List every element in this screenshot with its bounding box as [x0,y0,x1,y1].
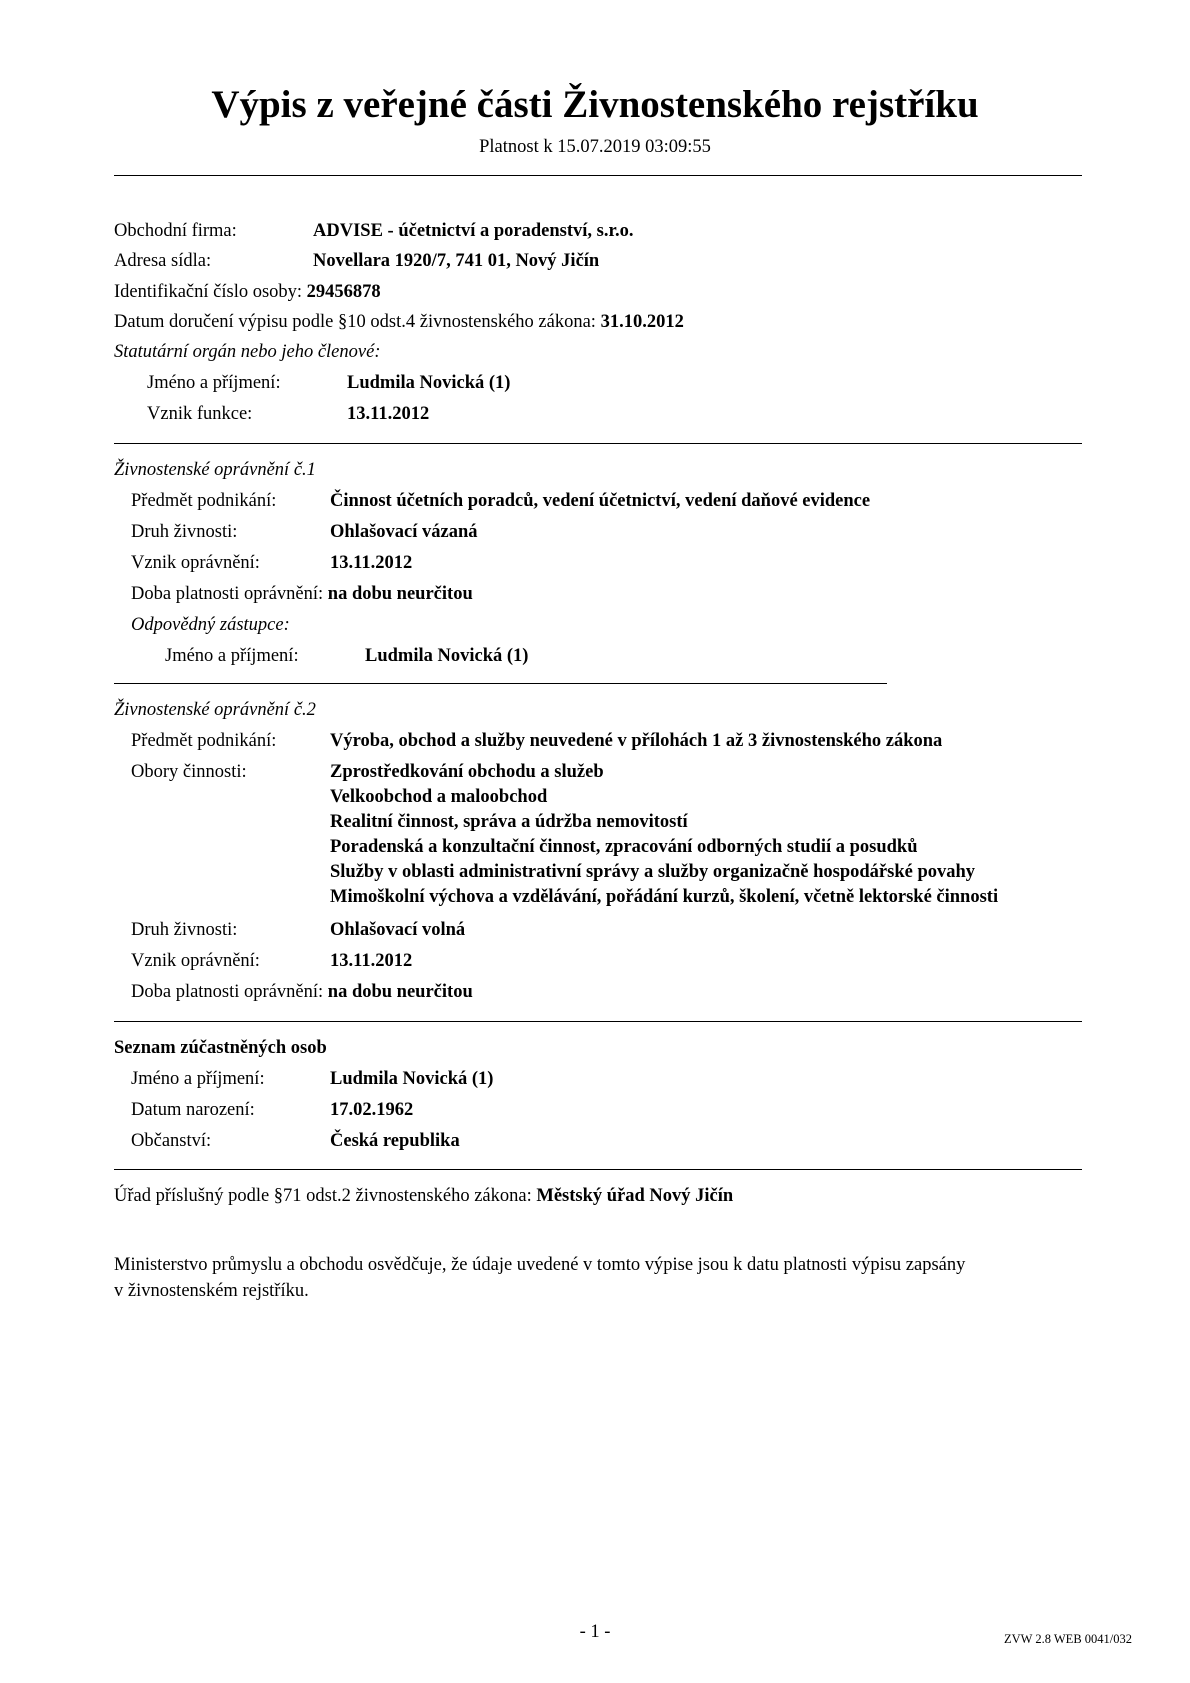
license2-subject-value: Výroba, obchod a služby neuvedené v přílohách 1 až 3 živnostenského zákona [330,731,943,751]
divider [114,175,1082,176]
license2-validity-label: Doba platnosti oprávnění: [131,982,324,1002]
company-id-row [114,280,381,304]
address-label: Adresa sídla: [114,251,212,271]
license1-start-value: 13.11.2012 [330,553,413,573]
license2-field-item: Mimoškolní výchova a vzdělávání, pořádání kurzů, školení, včetně lektorské činnosti [330,887,999,907]
office-row [114,1184,733,1208]
divider [114,1169,1082,1170]
page-number: - 1 - [579,1622,611,1642]
license1-subject-label: Předmět podnikání: [131,491,277,511]
persons-heading: Seznam zúčastněných osob [114,1038,327,1058]
license1-representative-heading: Odpovědný zástupce: [131,615,290,635]
company-name-label: Obchodní firma: [114,221,237,241]
license2-field-item: Poradenská a konzultační činnost, zpracování odborných studií a posudků [330,837,918,857]
license2-heading: Živnostenské oprávnění č.2 [114,700,316,720]
delivery-date-row [114,310,684,334]
license2-validity-value: na dobu neurčitou [327,982,473,1002]
person-birth-value: 17.02.1962 [330,1100,414,1120]
person-citizenship-value: Česká republika [330,1131,460,1151]
license1-rep-name-label: Jméno a příjmení: [165,646,299,666]
license2-subject-label: Předmět podnikání: [131,731,277,751]
license1-start-label: Vznik oprávnění: [131,553,260,573]
delivery-date-label: Datum doručení výpisu podle §10 odst.4 živnostenského zákona: [114,312,596,332]
divider [114,443,1082,444]
license2-start-value: 13.11.2012 [330,951,413,971]
license1-validity-value: na dobu neurčitou [327,584,473,604]
license2-type-value: Ohlašovací volná [330,920,466,940]
divider [114,683,887,684]
license1-subject-value: Činnost účetních poradců, vedení účetnictví, vedení daňové evidence [330,491,871,511]
license2-start-label: Vznik oprávnění: [131,951,260,971]
license1-type-label: Druh živnosti: [131,522,238,542]
delivery-date-value: 31.10.2012 [600,312,684,332]
certification-line: v živnostenském rejstříku. [114,1281,309,1301]
person-name-value: Ludmila Novická (1) [330,1069,494,1089]
license2-fields-label: Obory činnosti: [131,762,247,782]
statutory-name-label: Jméno a příjmení: [147,373,281,393]
license1-validity-row [131,582,473,606]
validity-timestamp: Platnost k 15.07.2019 03:09:55 [479,137,711,157]
license2-field-item: Služby v oblasti administrativní správy a služby organizačně hospodářské povahy [330,862,976,882]
person-name-label: Jméno a příjmení: [131,1069,265,1089]
person-citizenship-label: Občanství: [131,1131,212,1151]
office-label: Úřad příslušný podle §71 odst.2 živnostenského zákona: [114,1186,532,1206]
license1-rep-name-value: Ludmila Novická (1) [365,646,529,666]
address-value: Novellara 1920/7, 741 01, Nový Jičín [313,251,600,271]
statutory-start-label: Vznik funkce: [147,404,253,424]
statutory-name-value: Ludmila Novická (1) [347,373,511,393]
license1-validity-label: Doba platnosti oprávnění: [131,584,324,604]
company-name-value: ADVISE - účetnictví a poradenství, s.r.o. [313,221,634,241]
license2-field-item: Zprostředkování obchodu a služeb [330,762,604,782]
license2-validity-row [131,980,473,1004]
company-id-label: Identifikační číslo osoby: [114,282,303,302]
document-title: Výpis z veřejné části Živnostenského rejstříku [211,83,979,126]
statutory-start-value: 13.11.2012 [347,404,430,424]
person-birth-label: Datum narození: [131,1100,255,1120]
office-value: Městský úřad Nový Jičín [536,1186,734,1206]
license2-field-item: Realitní činnost, správa a údržba nemovitostí [330,812,688,832]
license2-type-label: Druh živnosti: [131,920,238,940]
divider [114,1021,1082,1022]
company-id-value: 29456878 [306,282,381,302]
statutory-heading: Statutární orgán nebo jeho členové: [114,342,381,362]
license1-type-value: Ohlašovací vázaná [330,522,478,542]
certification-line: Ministerstvo průmyslu a obchodu osvědčuje, že údaje uvedené v tomto výpise jsou k datu platnosti výpisu zapsány [114,1255,966,1275]
document-code: ZVW 2.8 WEB 0041/032 [1004,1632,1133,1646]
license2-field-item: Velkoobchod a maloobchod [330,787,548,807]
license1-heading: Živnostenské oprávnění č.1 [114,460,316,480]
